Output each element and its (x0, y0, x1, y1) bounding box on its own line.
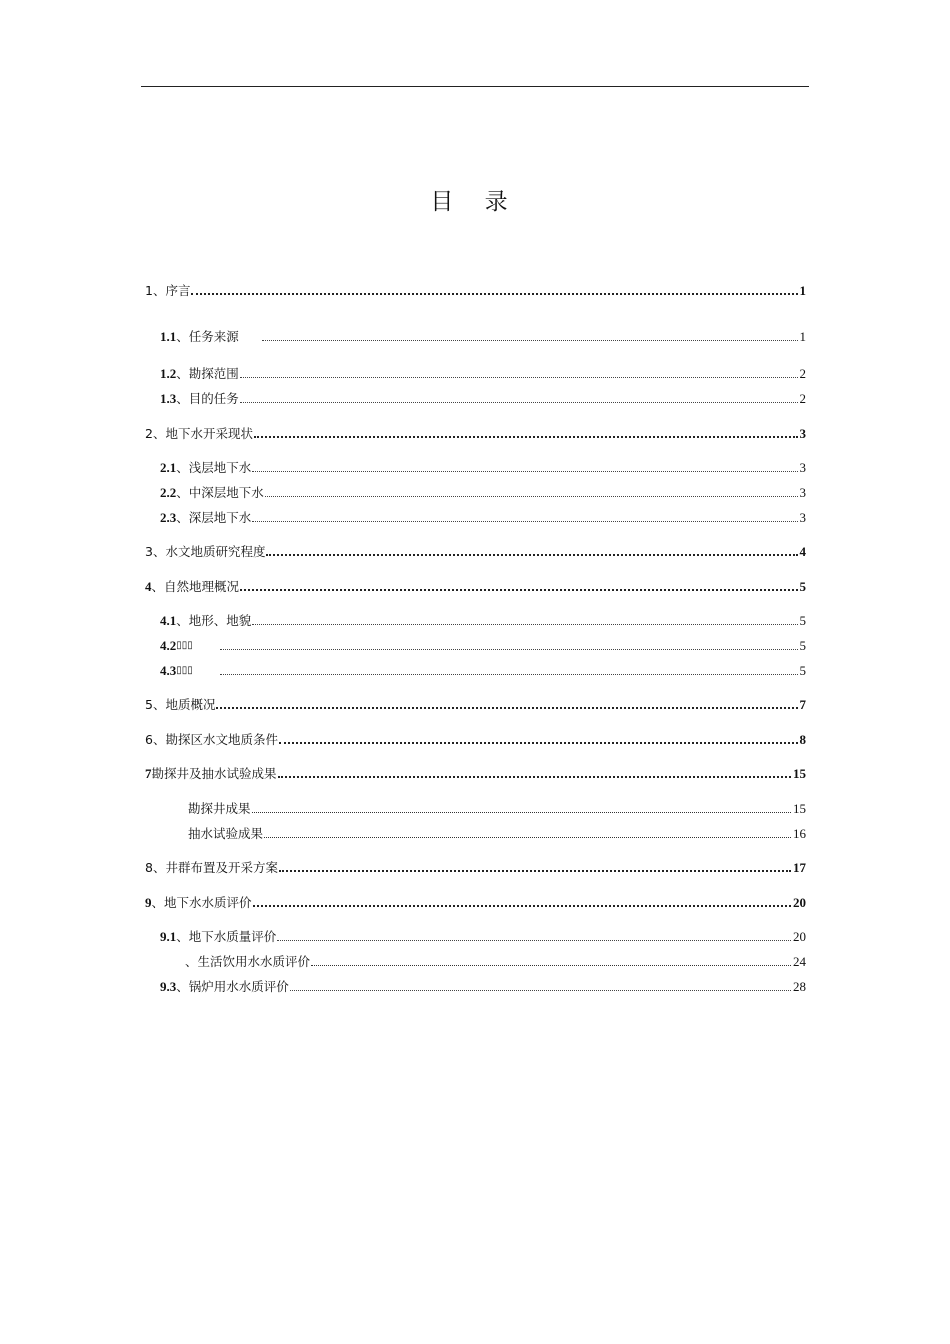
toc-leader-dots (262, 340, 798, 341)
toc-leader-dots (277, 940, 791, 941)
toc-entry-number: 1.3 (160, 391, 177, 406)
toc-leader-dots (191, 293, 797, 295)
toc-entry-1-3[interactable] (160, 389, 806, 406)
toc-entry-page: 5 (799, 663, 806, 678)
toc-leader-dots (216, 707, 797, 709)
toc-entry-page: 5 (799, 613, 806, 628)
toc-entry-label: 、生活饮用水水质评价 (185, 954, 311, 969)
toc-entry-label: 勘探井及抽水试验成果 (151, 766, 277, 781)
toc-entry-number: 9.3 (160, 979, 177, 994)
toc-entry-5[interactable] (145, 695, 806, 712)
toc-entry-label: 、浅层地下水 (176, 460, 252, 475)
toc-entry-page: 1 (799, 283, 806, 298)
toc-entry-label: 、勘探范围 (176, 366, 239, 381)
toc-entry-1-2[interactable] (160, 364, 806, 381)
toc-entry-2-2[interactable] (160, 483, 806, 500)
toc-entry-number: 2.1 (160, 460, 177, 475)
toc-leader-dots (252, 624, 797, 625)
toc-entry-4-2[interactable] (160, 636, 806, 653)
toc-entry-7[interactable] (145, 764, 806, 781)
toc-entry-number: 9 (145, 895, 152, 910)
toc-leader-dots (279, 742, 798, 744)
toc-entry-number: 1.2 (160, 366, 177, 381)
toc-entry-6[interactable] (145, 730, 806, 747)
toc-entry-page: 28 (793, 979, 806, 994)
toc-entry-number: 4 (145, 579, 152, 594)
toc-entry-4-1[interactable] (160, 611, 806, 628)
toc-leader-dots (264, 837, 791, 838)
toc-entry-number: 2.2 (160, 485, 177, 500)
toc-entry-3[interactable] (145, 542, 806, 559)
toc-entry-page: 3 (799, 485, 806, 500)
toc-entry-label: 、深层地下水 (176, 510, 252, 525)
toc-entry-label: ▯▯▯ (176, 640, 193, 651)
toc-entry-number: 4.2 (160, 638, 177, 653)
toc-entry-9-2[interactable] (185, 952, 806, 969)
toc-entry-page: 8 (799, 732, 806, 747)
toc-leader-dots (311, 965, 791, 966)
toc-entry-label: 、地形、地貌 (176, 613, 252, 628)
toc-entry-4[interactable] (145, 577, 806, 594)
toc-entry-7-2[interactable] (188, 824, 806, 841)
toc-entry-label: 1、序言 (145, 283, 191, 298)
toc-entry-number: 4.1 (160, 613, 177, 628)
toc-entry-label: 勘探井成果 (188, 801, 251, 816)
toc-entry-page: 24 (793, 954, 806, 969)
toc-entry-page: 4 (799, 544, 806, 559)
toc-entry-label: 8、井群布置及开采方案 (145, 860, 278, 875)
toc-leader-dots (252, 812, 791, 813)
toc-entry-page: 5 (799, 638, 806, 653)
toc-entry-number: 4.3 (160, 663, 177, 678)
toc-entry-page: 17 (793, 860, 806, 875)
toc-entry-9-3[interactable] (160, 977, 806, 994)
toc-entry-label: 、地下水水质评价 (151, 895, 252, 910)
toc-leader-dots (240, 377, 798, 378)
toc-entry-label: 5、地质概况 (145, 697, 216, 712)
toc-entry-2-1[interactable] (160, 458, 806, 475)
toc-entry-label: 2、地下水开采现状 (145, 426, 253, 441)
toc-entry-page: 16 (793, 826, 806, 841)
toc-entry-9-1[interactable] (160, 927, 806, 944)
toc-entry-7-1[interactable] (188, 799, 806, 816)
toc-entry-number: 7 (145, 766, 152, 781)
toc-entry-number: 1.1 (160, 329, 177, 344)
toc-entry-page: 2 (799, 391, 806, 406)
toc-leader-dots (254, 436, 798, 438)
toc-entry-1[interactable] (145, 281, 806, 298)
toc-entry-page: 3 (799, 460, 806, 475)
toc-leader-dots (252, 471, 797, 472)
toc-entry-page: 3 (799, 510, 806, 525)
toc-entry-8[interactable] (145, 858, 806, 875)
toc-entry-page: 7 (799, 697, 806, 712)
toc-entry-label: 、锅炉用水水质评价 (176, 979, 289, 994)
toc-title: 目 录 (430, 189, 520, 216)
toc-leader-dots (265, 496, 798, 497)
toc-leader-dots (253, 905, 791, 907)
toc-entry-4-3[interactable] (160, 661, 806, 678)
toc-entry-page: 20 (793, 895, 806, 910)
toc-leader-dots (220, 649, 798, 650)
toc-leader-dots (240, 402, 798, 403)
toc-entry-label: 、地下水质量评价 (176, 929, 277, 944)
toc-leader-dots (266, 554, 797, 556)
toc-entry-label: 、任务来源 (176, 329, 239, 344)
toc-entry-page: 2 (799, 366, 806, 381)
toc-entry-page: 1 (799, 329, 806, 344)
toc-leader-dots (240, 589, 797, 591)
toc-leader-dots (278, 776, 791, 778)
toc-entry-2[interactable] (145, 424, 806, 441)
toc-entry-label: 抽水试验成果 (188, 826, 264, 841)
toc-entry-1-1[interactable] (160, 327, 806, 344)
toc-entry-label: 6、勘探区水文地质条件 (145, 732, 278, 747)
toc-leader-dots (290, 990, 791, 991)
toc-entry-number: 9.1 (160, 929, 177, 944)
toc-entry-9[interactable] (145, 893, 806, 910)
toc-entry-page: 15 (793, 801, 806, 816)
toc-entry-label: 、自然地理概况 (151, 579, 240, 594)
toc-leader-dots (220, 674, 798, 675)
toc-entry-number: 2.3 (160, 510, 177, 525)
toc-leader-dots (252, 521, 797, 522)
toc-entry-page: 20 (793, 929, 806, 944)
toc-entry-page: 5 (799, 579, 806, 594)
toc-leader-dots (279, 870, 791, 872)
toc-entry-2-3[interactable] (160, 508, 806, 525)
toc-entry-label: 、中深层地下水 (176, 485, 264, 500)
toc-entry-page: 3 (799, 426, 806, 441)
toc-entry-label: 、目的任务 (176, 391, 239, 406)
toc-entry-page: 15 (793, 766, 806, 781)
toc-entry-label: 3、水文地质研究程度 (145, 544, 266, 559)
toc-entry-label: ▯▯▯ (176, 665, 193, 676)
